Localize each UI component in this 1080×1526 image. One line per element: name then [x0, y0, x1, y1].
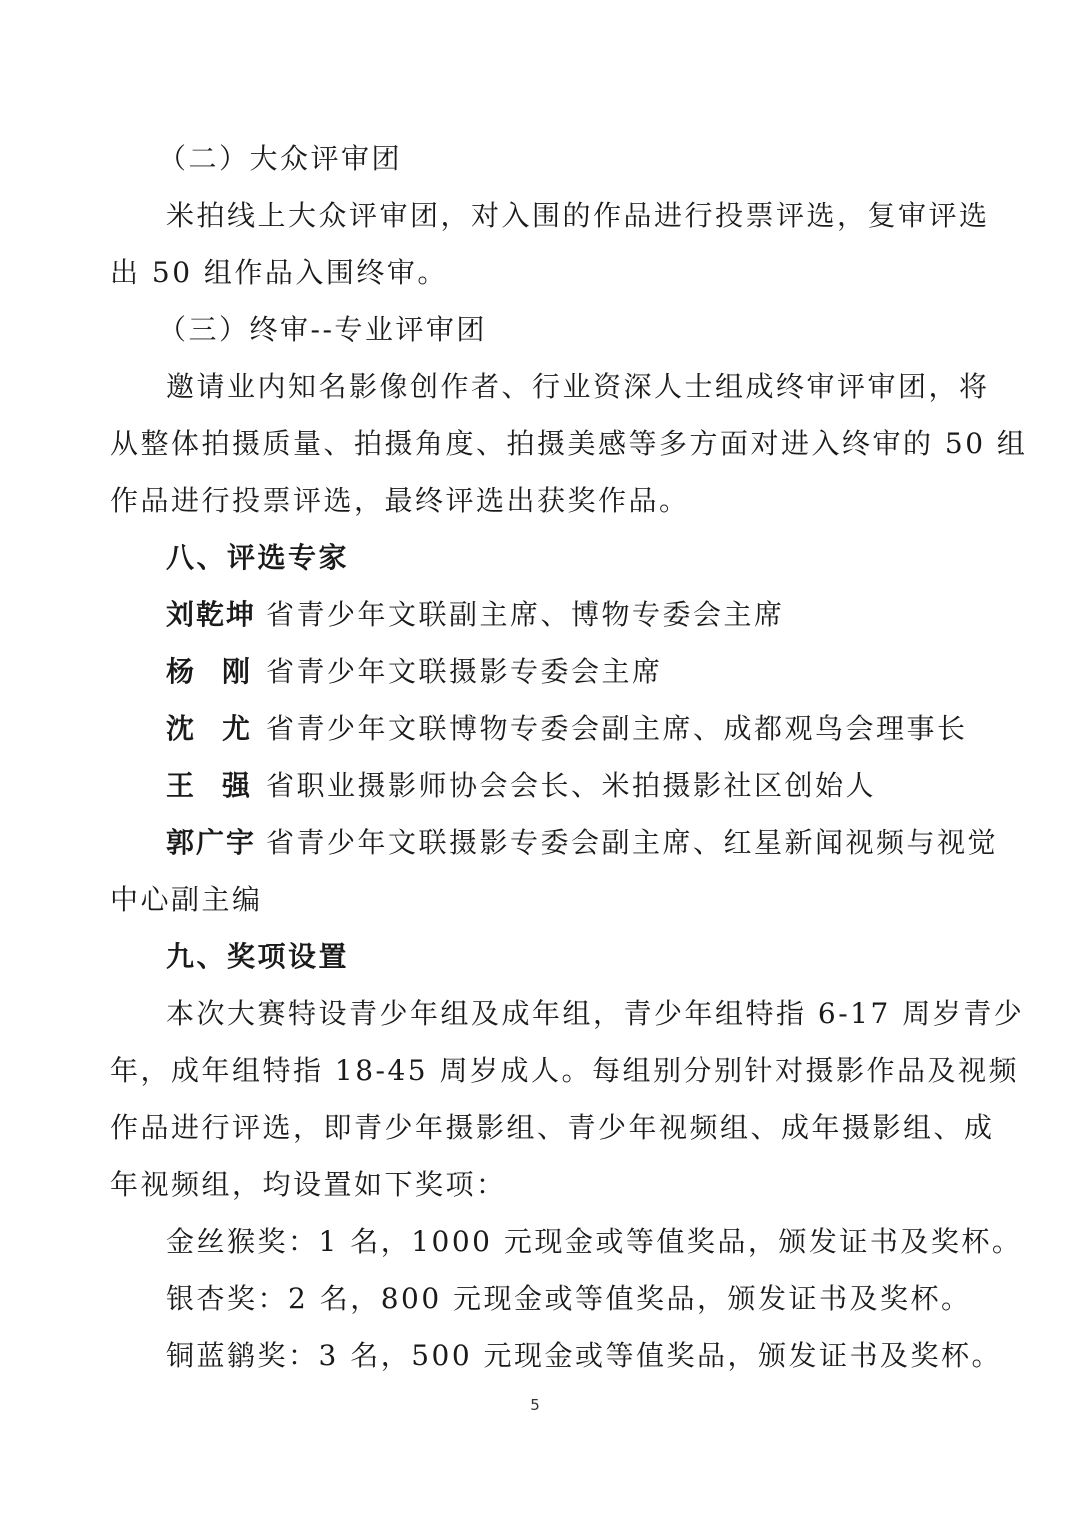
expert-name-char: 强 — [221, 769, 252, 802]
public-jury-paragraph-line: 出 50 组作品入围终审。 — [110, 256, 448, 289]
expert-name-char: 尤 — [221, 712, 252, 745]
expert-name: 刘乾坤 — [166, 598, 257, 631]
expert-row — [0, 586, 1080, 643]
awards-paragraph-line: 年，成年组特指 18-45 周岁成人。每组别分别针对摄影作品及视频 — [110, 1054, 1020, 1087]
awards-paragraph-line: 年视频组，均设置如下奖项： — [110, 1168, 507, 1201]
expert-name — [166, 643, 252, 700]
final-jury-paragraph-line: 邀请业内知名影像创作者、行业资深人士组成终审评审团，将 — [166, 370, 990, 403]
award-item: 银杏奖：2 名，800 元现金或等值奖品，颁发证书及奖杯。 — [166, 1282, 972, 1315]
final-jury-heading: （三）终审--专业评审团 — [158, 313, 487, 346]
expert-name: 郭广宇 — [166, 826, 257, 859]
expert-role: 省青少年文联副主席、博物专委会主席 — [266, 598, 785, 631]
expert-name-char: 王 — [166, 769, 197, 802]
expert-role: 省青少年文联摄影专委会副主席、红星新闻视频与视觉 — [266, 826, 999, 859]
expert-name-char: 刚 — [221, 655, 252, 688]
expert-row — [0, 814, 1080, 871]
final-jury-paragraph-line: 从整体拍摄质量、拍摄角度、拍摄美感等多方面对进入终审的 50 组 — [110, 427, 1028, 460]
expert-row — [0, 700, 1080, 757]
awards-heading: 九、奖项设置 — [166, 940, 350, 973]
experts-heading: 八、评选专家 — [166, 541, 350, 574]
expert-name — [166, 757, 252, 814]
final-jury-paragraph-line: 作品进行投票评选，最终评选出获奖作品。 — [110, 484, 690, 517]
expert-name-char: 杨 — [166, 655, 197, 688]
awards-paragraph-line: 作品进行评选，即青少年摄影组、青少年视频组、成年摄影组、成 — [110, 1111, 995, 1144]
expert-role: 省青少年文联博物专委会副主席、成都观鸟会理事长 — [266, 712, 968, 745]
page-number: 5 — [530, 1396, 540, 1414]
public-jury-paragraph-line: 米拍线上大众评审团，对入围的作品进行投票评选，复审评选 — [166, 199, 990, 232]
expert-role: 省青少年文联摄影专委会主席 — [266, 655, 663, 688]
award-item: 金丝猴奖：1 名，1000 元现金或等值奖品，颁发证书及奖杯。 — [166, 1225, 1023, 1258]
expert-name — [166, 700, 252, 757]
expert-role-continuation: 中心副主编 — [110, 883, 263, 916]
expert-row — [0, 757, 1080, 814]
public-jury-heading: （二）大众评审团 — [158, 142, 403, 175]
awards-paragraph-line: 本次大赛特设青少年组及成年组，青少年组特指 6-17 周岁青少 — [166, 997, 1025, 1030]
expert-name-char: 沈 — [166, 712, 197, 745]
expert-row — [0, 643, 1080, 700]
expert-role: 省职业摄影师协会会长、米拍摄影社区创始人 — [266, 769, 877, 802]
award-item: 铜蓝鹟奖：3 名，500 元现金或等值奖品，颁发证书及奖杯。 — [166, 1339, 1003, 1372]
